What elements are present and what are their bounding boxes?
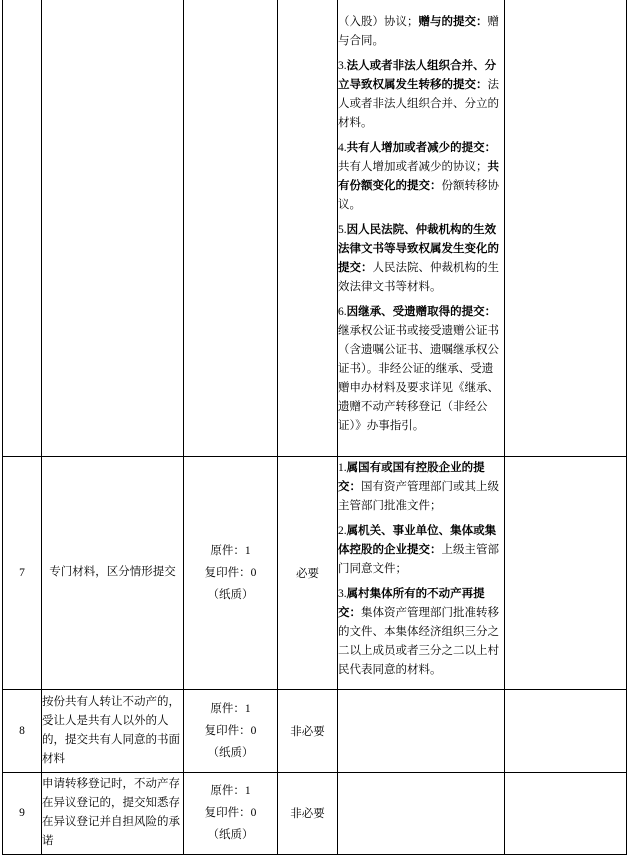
remarks-cell (505, 689, 627, 772)
original-count: 原件：1 (210, 544, 251, 557)
counts-cell (184, 689, 278, 772)
remarks-cell (505, 456, 627, 689)
table-row-8 (3, 689, 627, 772)
row-number-cell: 8 (3, 689, 42, 772)
original-count: 原件：1 (210, 702, 251, 715)
copy-count: 复印件：0 (204, 724, 257, 737)
material-cell: 申请转移登记时，不动产存在异议登记的，提交知悉存在异议登记并自担风险的承诺 (42, 772, 184, 854)
medium-label: （纸质） (207, 746, 254, 759)
table-row-continuation (3, 0, 627, 456)
medium-label: （纸质） (207, 829, 254, 841)
material-cell: 专门材料，区分情形提交 (42, 456, 184, 689)
required-cell: 非必要 (278, 689, 338, 772)
counts-cell (184, 772, 278, 854)
material-cell: 按份共有人转让不动产的，受让人是共有人以外的人的，提交共有人同意的书面材料 (42, 689, 184, 772)
notes-cell: 1.属国有或国有控股企业的提交：国有资产管理部门或其上级主管部门批准文件； 2.属机关、事业单位、集体或集体控股的企业提交：上级主管部门同意文件； 3.属村集体所有的不动产再提交：集体资产管理部门批准转移的文件、本集体经济组织三分之二以上成员或者三分之二以上村民代表同意的材料。 (338, 456, 505, 689)
row-number-cell: 9 (3, 772, 42, 854)
table-row-9 (3, 772, 627, 854)
copy-count: 复印件：0 (204, 807, 257, 819)
material-cell (42, 0, 184, 456)
medium-label: （纸质） (207, 588, 254, 601)
notes-cell (338, 689, 505, 772)
copy-count: 复印件：0 (204, 566, 257, 579)
row-number-cell (3, 0, 42, 456)
row-number-cell: 7 (3, 456, 42, 689)
required-cell (278, 0, 338, 456)
remarks-cell (505, 772, 627, 854)
counts-cell (184, 0, 278, 456)
counts-cell (184, 456, 278, 689)
material-requirements-table (2, 0, 627, 855)
required-cell: 必要 (278, 456, 338, 689)
notes-cell: （入股）协议；赠与的提交：赠与合同。 3.法人或者非法人组织合并、分立导致权属发生转移的提交：法人或者非法人组织合并、分立的材料。 4.共有人增加或者减少的提交：共有人增加或者减少的协议；共有份额变化的提交：份额转移协议。 5.因人民法院、仲裁机构的生效法律文书等导致权属发生变化的提交：人民法院、仲裁机构的生效法律文书等材料。 6.因继承、受遗赠取得的提交：继承权公证书或接受遗赠公证书（含遗嘱公证书、遗嘱继承权公证书）。非经公证的继承、受遗赠申办材料及要求详见《继承、遗赠不动产转移登记（非经公证）》办事指引。 (338, 0, 505, 456)
original-count: 原件：1 (210, 785, 251, 797)
required-cell: 非必要 (278, 772, 338, 854)
notes-cell (338, 772, 505, 854)
table-row-7 (3, 456, 627, 689)
remarks-cell (505, 0, 627, 456)
